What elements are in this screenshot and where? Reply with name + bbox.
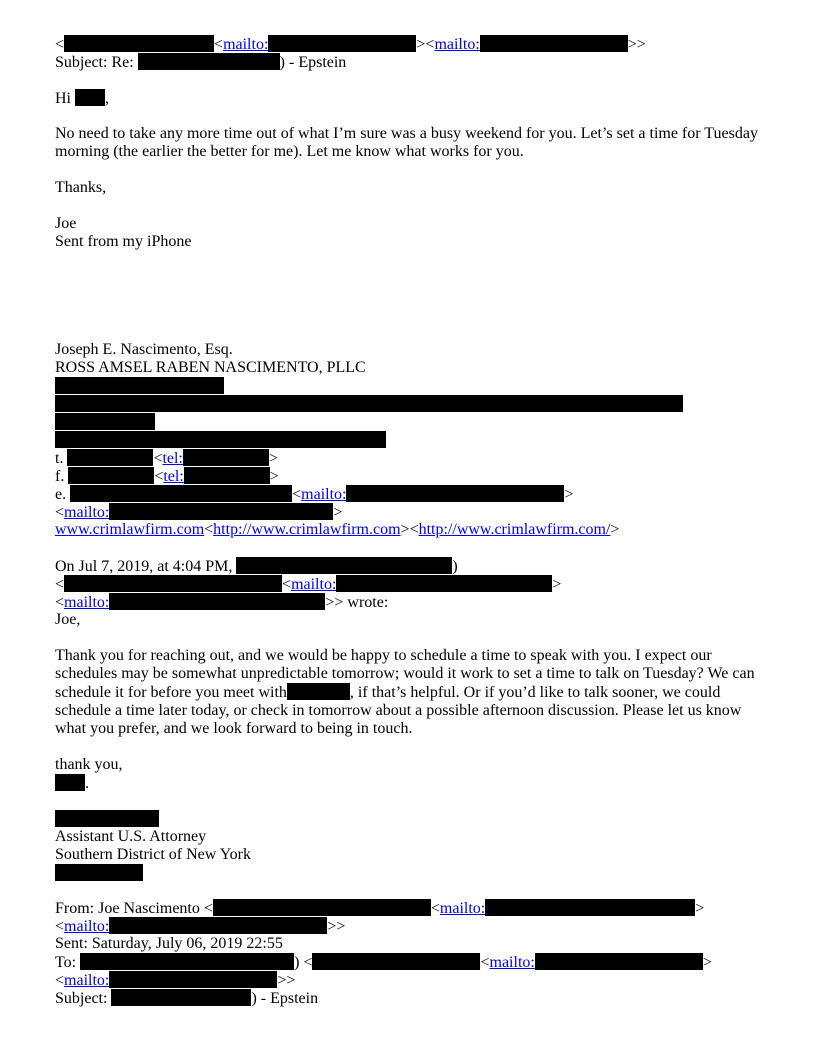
mailto-link[interactable]: mailto: — [64, 594, 110, 611]
signature-phone: t. <tel: > — [55, 450, 278, 467]
quoted-address-2: <mailto: >> wrote: — [55, 594, 389, 611]
mailto-link[interactable]: mailto: — [291, 576, 337, 593]
redaction — [109, 503, 333, 520]
mailto-link[interactable]: mailto: — [64, 918, 110, 935]
redaction — [312, 953, 480, 970]
mailto-link[interactable]: mailto: — [434, 36, 480, 53]
redaction — [346, 485, 564, 502]
original-sent: Sent: Saturday, July 06, 2019 22:55 — [55, 935, 283, 952]
redaction — [336, 575, 552, 592]
mailto-link[interactable]: mailto: — [439, 900, 486, 917]
website-link[interactable]: http://www.crimlawfirm.com/ — [418, 521, 611, 538]
quoted-address: < <mailto: > — [55, 576, 562, 593]
reply-name: Joe — [55, 215, 77, 232]
header-address-line: < <mailto: ><mailto: >> — [55, 36, 646, 53]
redaction — [184, 467, 270, 484]
quoted-title: Assistant U.S. Attorney — [55, 828, 207, 845]
mailto-link[interactable]: mailto: — [489, 954, 535, 971]
mailto-link[interactable]: mailto: — [223, 36, 269, 53]
quoted-closing: thank you, — [55, 756, 123, 773]
quoted-salutation: Joe, — [55, 611, 81, 628]
reply-body: No need to take any more time out of what I’m sure was a busy weekend for you. Let’s set a time for Tuesday morning (the earlier the better for me). Let me know what works for you. — [55, 125, 758, 160]
redaction — [236, 557, 452, 574]
original-from: From: Joe Nascimento < <mailto: > — [55, 900, 705, 917]
signature-firm: ROSS AMSEL RABEN NASCIMENTO, PLLC — [55, 359, 366, 376]
signature-email: e. <mailto: > — [55, 486, 574, 503]
redaction — [213, 899, 431, 916]
redaction — [138, 53, 280, 70]
reply-thanks: Thanks, — [55, 179, 107, 196]
redaction — [109, 917, 327, 934]
greeting: Hi , — [55, 90, 109, 107]
redaction — [55, 864, 143, 881]
redaction — [485, 899, 695, 916]
redaction — [480, 35, 628, 52]
mailto-link[interactable]: mailto: — [301, 486, 347, 503]
redaction — [80, 953, 294, 970]
redaction — [183, 449, 269, 466]
tel-link[interactable]: tel: — [163, 468, 184, 485]
redaction — [287, 683, 350, 700]
quoted-office: Southern District of New York — [55, 846, 251, 863]
original-to-2: <mailto: >> — [55, 972, 296, 989]
signature-name: Joseph E. Nascimento, Esq. — [55, 341, 233, 358]
redaction — [109, 971, 277, 988]
subject-line: Subject: Re: ) - Epstein — [55, 54, 347, 71]
redaction — [70, 485, 292, 502]
signature-website: www.crimlawfirm.com<http://www.crimlawfirm.com><http://www.crimlawfirm.com/> — [55, 521, 620, 538]
redaction — [68, 467, 154, 484]
redaction — [55, 810, 159, 827]
redaction — [75, 89, 105, 106]
redaction — [55, 413, 155, 430]
original-to: To: ) < <mailto: > — [55, 954, 712, 971]
redaction — [535, 953, 703, 970]
redaction — [64, 35, 214, 52]
quoted-body: Thank you for reaching out, and we would be happy to schedule a time to speak with you. I expect our schedules may be somewhat unpredictable tomorrow; would it work to set a time to talk on Tuesday? We can schedule it for before you meet with , if that’s helpful. Or if you’d like to talk sooner, we could schedule a time later today, or check in tomorrow about a possible afternoon discussion. Please let us know what you prefer, and we look forward to being in touch. — [55, 647, 755, 737]
redaction — [111, 989, 251, 1006]
website-link[interactable]: www.crimlawfirm.com — [55, 521, 205, 538]
signature-email-2: <mailto: > — [55, 504, 343, 521]
mailto-link[interactable]: mailto: — [64, 504, 110, 521]
redaction — [64, 575, 282, 592]
redaction — [268, 35, 416, 52]
original-from-2: <mailto: >> — [55, 918, 346, 935]
redaction — [67, 449, 153, 466]
redaction — [55, 774, 85, 791]
quoted-signoff: . — [55, 774, 775, 792]
mailto-link[interactable]: mailto: — [64, 972, 110, 989]
redaction — [55, 431, 386, 448]
redaction — [55, 377, 224, 394]
original-subject: Subject: ) - Epstein — [55, 990, 319, 1007]
redaction — [109, 593, 325, 610]
website-link[interactable]: http://www.crimlawfirm.com — [213, 521, 401, 538]
signature-fax: f. <tel: > — [55, 468, 279, 485]
email-document — [55, 35, 775, 1007]
quoted-header: On Jul 7, 2019, at 4:04 PM, ) — [55, 558, 458, 575]
redaction — [55, 395, 683, 412]
sent-from: Sent from my iPhone — [55, 233, 192, 250]
tel-link[interactable]: tel: — [162, 450, 183, 467]
